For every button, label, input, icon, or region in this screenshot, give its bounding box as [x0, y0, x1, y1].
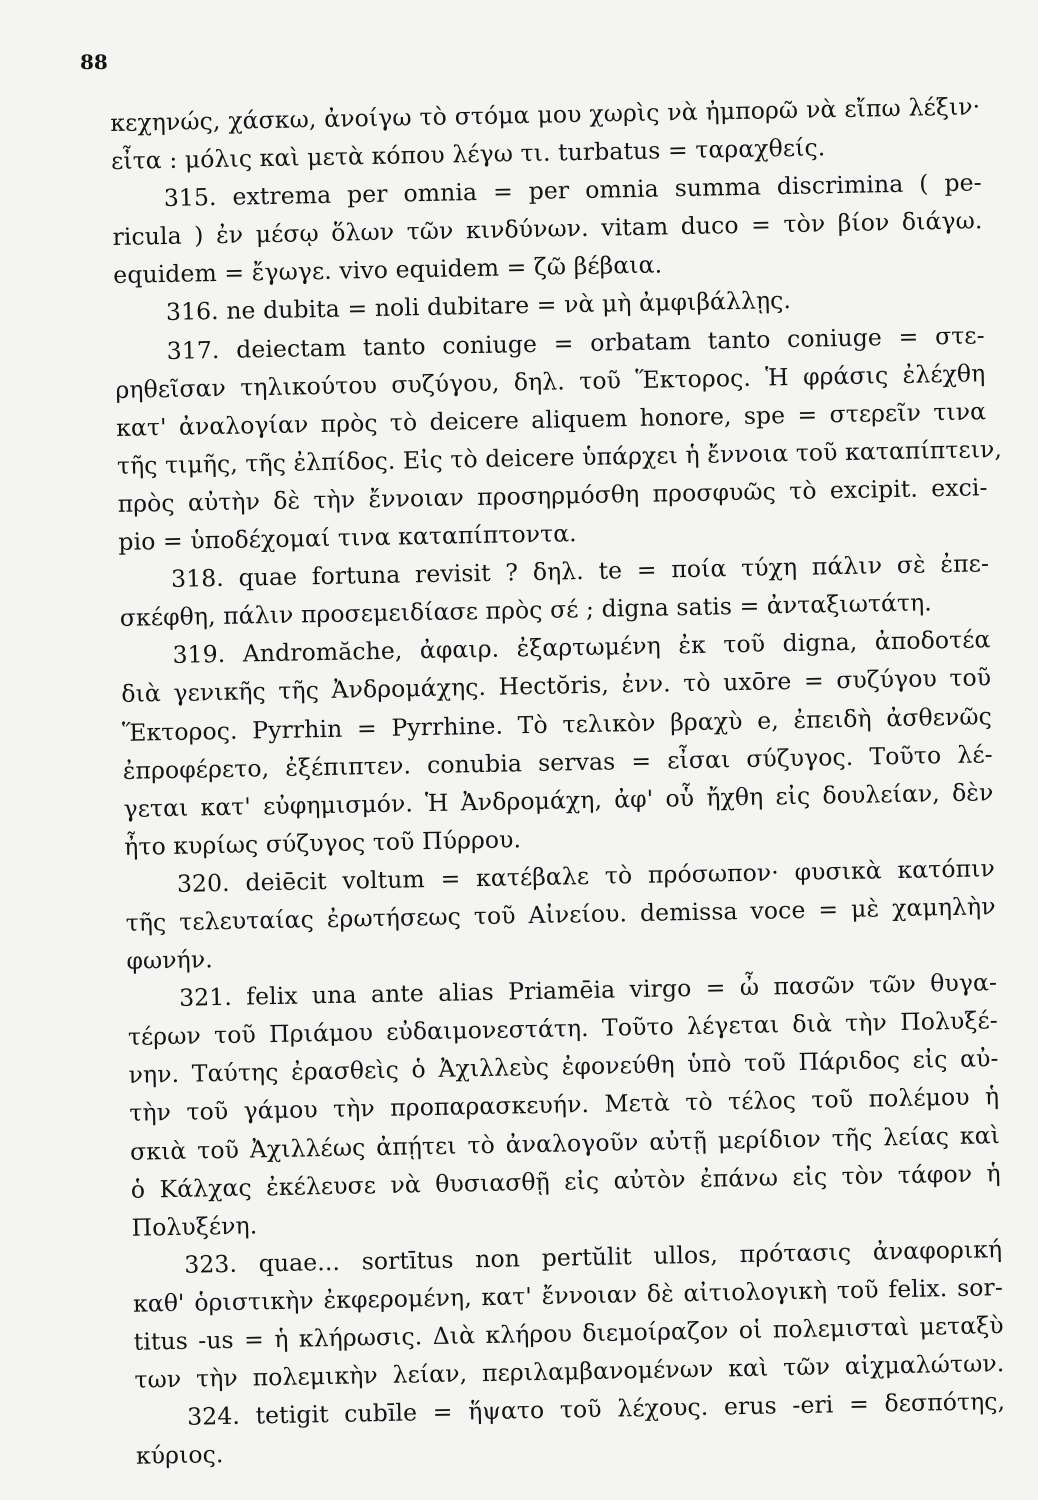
- text-line: 319. Andromăche, ἀφαιρ. ἐξαρτωμένη ἐκ τοῦ digna, ἀποδοτέα: [172, 625, 991, 670]
- text-line: 323. quae... sortītus non pertŭlit ullos, πρότασις ἀναφορική: [184, 1234, 1003, 1279]
- text-line: pio = ὑποδέχομαί τινα καταπίπτοντα.: [118, 519, 577, 556]
- text-line: κύριος.: [135, 1440, 224, 1471]
- text-line: Πολυξένη.: [131, 1211, 258, 1242]
- text-line: 317. deiectam tanto coniuge = orbatam tanto coniuge = στε-: [166, 320, 985, 365]
- text-line: πρὸς αὐτὴν δὲ τὴν ἔννοιαν προσηρμόσθη προσφυῶς τὸ excipit. exci-: [117, 473, 988, 518]
- commentary-text: [110, 87, 1006, 1475]
- text-line: κατ' ἀναλογίαν πρὸς τὸ deicere aliquem honore, spe = στερεῖν τινα: [115, 396, 987, 442]
- text-line: equidem = ἔγωγε. vivo equidem = ζῶ βέβαια.: [113, 250, 663, 290]
- text-line: 321. felix una ante alias Priamēia virgo = ὦ πασῶν τῶν θυγα-: [178, 968, 998, 1012]
- text-line: φωνήν.: [126, 945, 214, 975]
- text-line: ἐπροφέρετο, ἐξέπιπτεν. conubia servas = εἶσαι σύζυγος. Τοῦτο λέ-: [122, 739, 993, 785]
- text-line: τὴν τοῦ γάμου τὴν προπαρασκευήν. Μετὰ τὸ τέλος τοῦ πολέμου ἡ: [129, 1082, 1000, 1128]
- text-line: 315. extrema per omnia = per omnia summa discrimina ( pe-: [163, 168, 982, 213]
- text-line: Ἕκτορος. Pyrrhin = Pyrrhine. Τὸ τελικὸν βραχὺ e, ἐπειδὴ ἀσθενῶς: [121, 701, 993, 747]
- text-line: ρηθεῖσαν τηλικούτου συζύγου, δηλ. τοῦ Ἕκτορος. Ἡ φράσις ἐλέχθη: [115, 358, 986, 404]
- text-line: 318. quae fortuna revisit ? δηλ. te = ποία τύχη πάλιν σὲ ἐπε-: [170, 549, 990, 594]
- text-line: titus -us = ἡ κλήρωσις. Διὰ κλήρου διεμοίραζον οἱ πολεμισταὶ μεταξὺ: [133, 1311, 1004, 1356]
- text-line: γεται κατ' εὐφημισμόν. Ἡ Ἀνδρομάχη, ἀφ' οὗ ἤχθη εἰς δουλείαν, δὲν: [123, 777, 994, 823]
- text-line: τέρων τοῦ Πριάμου εὐδαιμονεστάτη. Τοῦτο λέγεται διὰ τὴν Πολυξέ-: [127, 1006, 999, 1052]
- text-line: νην. Ταύτης ἐρασθεὶς ὁ Ἀχιλλεὺς ἐφονεύθη ὑπὸ τοῦ Πάριδος εἰς αὐ-: [128, 1044, 999, 1090]
- text-line: τῆς τελευταίας ἐρωτήσεως τοῦ Αἰνείου. demissa voce = μὲ χαμηλὴν: [125, 892, 996, 937]
- text-line: καθ' ὁριστικὴν ἐκφερομένη, κατ' ἔννοιαν δὲ αἰτιολογικὴ τοῦ felix. sor-: [132, 1272, 1004, 1318]
- text-line: 324. tetigit cubīle = ἥψατο τοῦ λέχους. erus -eri = δεσπότης,: [186, 1387, 1006, 1431]
- text-line: 320. deiēcit voltum = κατέβαλε τὸ πρόσωπον· φυσικὰ κατόπιν: [176, 854, 996, 898]
- page-number: 88: [80, 50, 108, 74]
- text-line: διὰ γενικῆς τῆς Ἀνδρομάχης. Hectŏris, ἐνν. τὸ uxōre = συζύγου τοῦ: [121, 663, 992, 709]
- text-line: σκιὰ τοῦ Ἀχιλλέως ἀπῄτει τὸ ἀναλογοῦν αὐτῇ μερίδιον τῆς λείας καὶ: [129, 1120, 1001, 1166]
- text-line: εἶτα : μόλις καὶ μετὰ κόπου λέγω τι. turbatus = ταραχθείς.: [110, 133, 826, 176]
- text-line: 316. ne dubita = noli dubitare = νὰ μὴ ἀμφιβάλλῃς.: [165, 286, 792, 327]
- text-line: ὁ Κάλχας ἐκέλευσε νὰ θυσιασθῇ εἰς αὐτὸν ἐπάνω εἰς τὸν τάφον ἡ: [130, 1158, 1001, 1204]
- text-line: των τὴν πολεμικὴν λείαν, περιλαμβανομένων καὶ τῶν αἰχμαλώτων.: [134, 1349, 1005, 1394]
- text-line: σκέφθη, πάλιν προσεμειδίασε πρὸς σέ ; digna satis = ἀνταξιωτάτη.: [119, 588, 933, 633]
- text-line: ricula ) ἐν μέσῳ ὅλων τῶν κινδύνων. vitam duco = τὸν βίον διάγω.: [112, 206, 983, 252]
- text-line: κεχηνώς, χάσκω, ἀνοίγω τὸ στόμα μου χωρὶς νὰ ἠμπορῶ νὰ εἴπω λέξιν·: [110, 92, 981, 137]
- text-line: ἦτο κυρίως σύζυγος τοῦ Πύρρου.: [123, 825, 522, 861]
- text-line: τῆς τιμῆς, τῆς ἐλπίδος. Εἰς τὸ deicere ὑπάρχει ἡ ἔννοια τοῦ καταπίπτειν,: [116, 434, 1003, 480]
